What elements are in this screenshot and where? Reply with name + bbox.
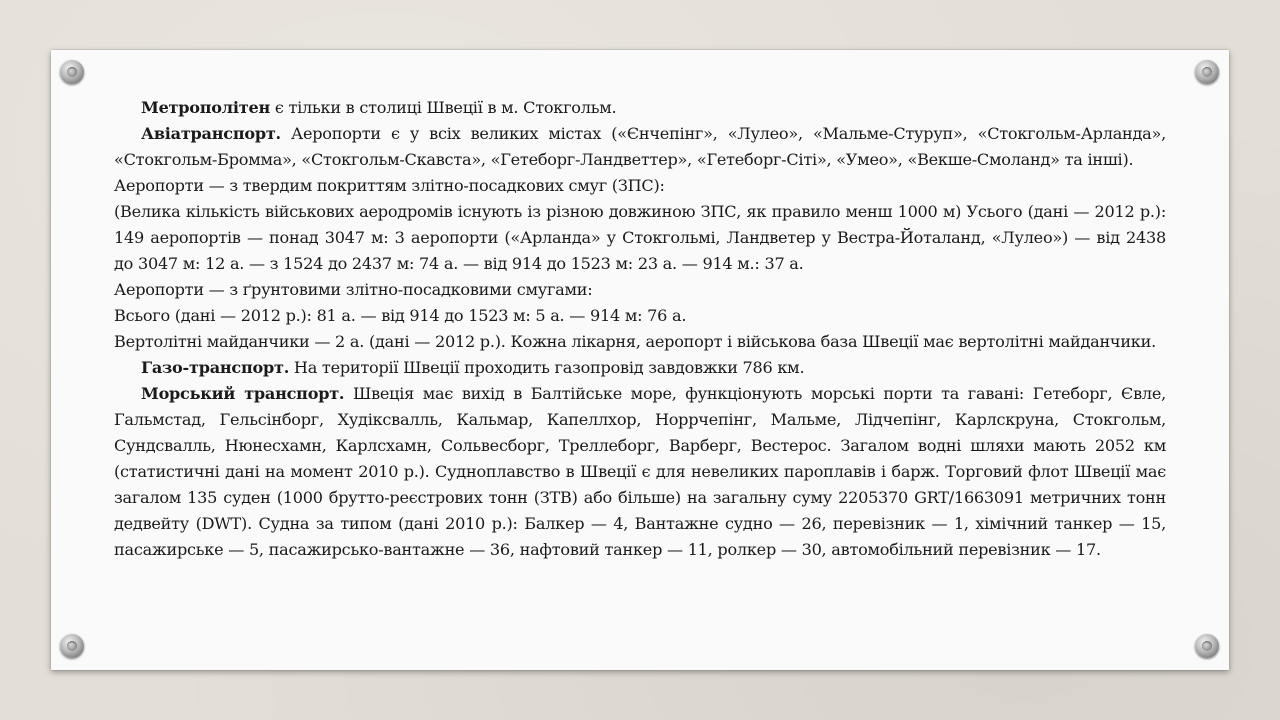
paragraph-text: є тільки в столиці Швеції в м. Стокгольм.: [269, 98, 617, 117]
paragraph-text: Аеропорти — з ґрунтовими злітно-посадковими смугами:: [114, 280, 593, 299]
paragraph-text: (Велика кількість військових аеродромів існують із різною довжиною ЗПС, як правило менш 1000 м) Усього (дані — 2012 р.): 149 аеропортів — понад 3047 м: 3 аеропорти («Арланда» у Стокгольмі, Ландветер у Вестра-Йоталанд, «Лулео») — від 2438 до 3047 м: 12 а. — з 1524 до 2437 м: 74 а. — від 914 до 1523 м: 23 а. — 914 м.: 37 а.: [114, 202, 1166, 273]
paragraph-metro: [114, 95, 1166, 121]
paragraph-text: Швеція має вихід в Балтійське море, функціонують морські порти та гавані: Гетеборг, Євле, Гальмстад, Гельсінборг, Худіксвалль, Кальмар, Капеллхор, Норрчепінг, Мальме, Лідчепінг, Карлскруна, Стокгольм, Сундсвалль, Нюнесхамн, Карлсхамн, Сольвесборг, Треллеборг, Варберг, Вестерос. Загалом водні шляхи мають 2052 км (статистичні дані на момент 2010 р.). Судноплавство в Швеції є для невеликих пароплавів і барж. Торговий флот Швеції має загалом 135 суден (1000 брутто-реєстрових тонн (ЗТВ) або більше) на загальну суму 2205370 GRT/1663091 метричних тонн дедвейту (DWT). Судна за типом (дані 2010 р.): Балкер — 4, Вантажне судно — 26, перевізник — 1, хімічний танкер — 15, пасажирське — 5, пасажирсько-вантажне — 36, нафтовий танкер — 11, ролкер — 30, автомобільний перевізник — 17.: [114, 384, 1166, 559]
paragraph-air: [114, 121, 1166, 173]
paragraph-heading: Авіатранспорт.: [141, 124, 281, 143]
paragraph-airports-paved-detail: [114, 199, 1166, 277]
paragraph-airports-unpaved-detail: [114, 303, 1166, 329]
paragraph-heading: Метрополітен: [141, 98, 270, 117]
paragraph-text: Аеропорти є у всіх великих містах («Єнчепінг», «Лулео», «Мальме-Стуруп», «Стокгольм-Арланда», «Стокгольм-Бромма», «Стокгольм-Скавста», «Гетеборг-Ландветтер», «Гетеборг-Сіті», «Умео», «Векше-Смоланд» та інші).: [114, 124, 1166, 169]
paragraph-text: На території Швеції проходить газопровід завдовжки 786 км.: [289, 358, 805, 377]
pin-icon: [1195, 60, 1219, 84]
paragraph-gas: [114, 355, 1166, 381]
paragraph-airports-paved: [114, 173, 1166, 199]
pin-icon: [1195, 634, 1219, 658]
paragraph-heading: Газо-транспорт.: [141, 358, 290, 377]
pin-icon: [60, 60, 84, 84]
paragraph-sea: [114, 381, 1166, 563]
slide-text: [114, 95, 1166, 563]
paragraph-heading: Морський транспорт.: [141, 384, 345, 403]
paragraph-text: Вертолітні майданчики — 2 а. (дані — 2012 р.). Кожна лікарня, аеропорт і військова база Швеції має вертолітні майданчики.: [114, 332, 1156, 351]
paragraph-heliports: [114, 329, 1166, 355]
paragraph-text: Всього (дані — 2012 р.): 81 а. — від 914 до 1523 м: 5 а. — 914 м: 76 а.: [114, 306, 687, 325]
pin-icon: [60, 634, 84, 658]
paragraph-airports-unpaved: [114, 277, 1166, 303]
paragraph-text: Аеропорти — з твердим покриттям злітно-посадкових смуг (ЗПС):: [114, 176, 665, 195]
